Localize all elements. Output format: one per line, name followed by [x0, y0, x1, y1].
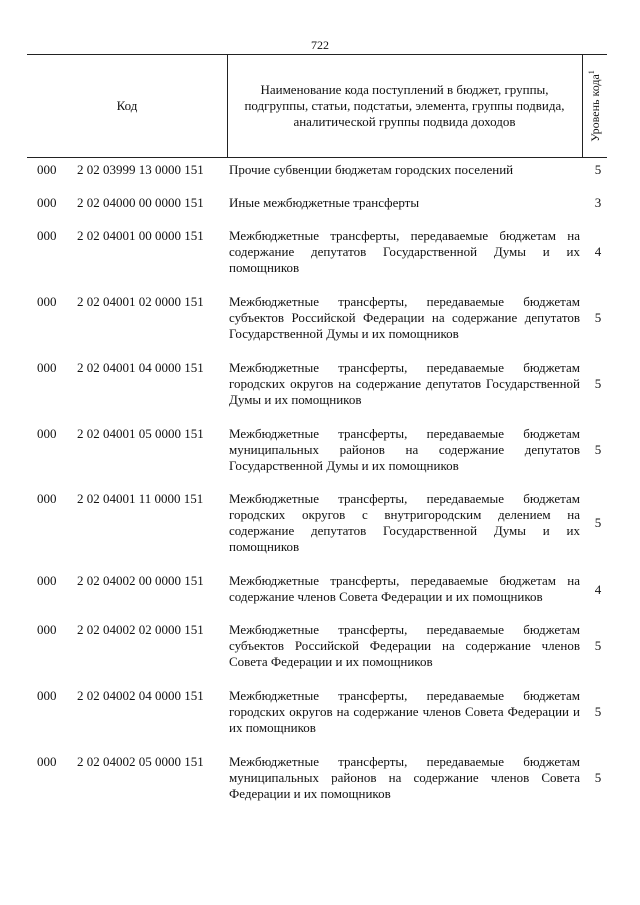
row-level: 5	[594, 162, 602, 177]
row-name: Межбюджетные трансферты, передаваемые бюджетам городских округов с внутригородским делением на содержание депутатов Государственной Думы и их помощников	[229, 491, 580, 554]
row-level: 5	[594, 638, 602, 653]
row-code: 2 02 04001 11 0000 151	[77, 491, 204, 506]
row-level: 4	[594, 244, 602, 259]
row-name: Иные межбюджетные трансферты	[229, 195, 420, 210]
row-name: Межбюджетные трансферты, передаваемые бюджетам субъектов Российской Федерации на содержание депутатов Государственной Думы и их помощников	[229, 294, 580, 341]
row-name: Межбюджетные трансферты, передаваемые бюджетам субъектов Российской Федерации на содержание членов Совета Федерации и их помощников	[229, 622, 580, 669]
row-code: 2 02 04002 04 0000 151	[77, 688, 204, 703]
row-prefix: 000	[37, 754, 57, 769]
row-name: Межбюджетные трансферты, передаваемые бюджетам городских округов на содержание членов Совета Федерации и их помощников	[229, 688, 580, 735]
row-prefix: 000	[37, 426, 57, 441]
row-code: 2 02 04002 00 0000 151	[77, 573, 204, 588]
row-code: 2 02 04000 00 0000 151	[77, 195, 204, 210]
row-code: 2 02 04001 02 0000 151	[77, 294, 204, 309]
header-code: Код	[116, 98, 138, 113]
row-level: 3	[594, 195, 602, 210]
row-name: Межбюджетные трансферты, передаваемые бюджетам муниципальных районов на содержание членов Совета Федерации и их помощников	[229, 754, 580, 801]
header-level	[582, 55, 607, 157]
row-code: 2 02 03999 13 0000 151	[77, 162, 204, 177]
row-code: 2 02 04002 02 0000 151	[77, 622, 204, 637]
row-code: 2 02 04001 00 0000 151	[77, 228, 204, 243]
header-level-footnote: 1	[586, 70, 596, 75]
header-level-text	[587, 70, 603, 142]
row-prefix: 000	[37, 491, 57, 506]
row-prefix: 000	[37, 573, 57, 588]
row-name: Межбюджетные трансферты, передаваемые бюджетам городских округов на содержание депутатов Государственной Думы и их помощников	[229, 360, 580, 407]
row-prefix: 000	[37, 162, 57, 177]
row-level: 5	[594, 704, 602, 719]
row-name: Межбюджетные трансферты, передаваемые бюджетам муниципальных районов на содержание депутатов Государственной Думы и их помощников	[229, 426, 580, 473]
row-name: Межбюджетные трансферты, передаваемые бюджетам на содержание депутатов Государственной Думы и их помощников	[229, 228, 580, 275]
header-level-label: Уровень кода	[587, 74, 602, 142]
row-prefix: 000	[37, 228, 57, 243]
row-code: 2 02 04001 04 0000 151	[77, 360, 204, 375]
row-prefix: 000	[37, 360, 57, 375]
row-level: 5	[594, 376, 602, 391]
row-code: 2 02 04002 05 0000 151	[77, 754, 204, 769]
row-prefix: 000	[37, 294, 57, 309]
row-prefix: 000	[37, 688, 57, 703]
header-name: Наименование кода поступлений в бюджет, группы, подгруппы, статьи, подстатьи, элемента, группы подвида, аналитической группы подвида доходов	[244, 82, 565, 129]
row-level: 4	[594, 582, 602, 597]
row-level: 5	[594, 770, 602, 785]
row-level: 5	[594, 515, 602, 530]
row-name: Межбюджетные трансферты, передаваемые бюджетам на содержание членов Совета Федерации и их помощников	[229, 573, 580, 604]
page-number: 722	[311, 38, 329, 52]
row-level: 5	[594, 310, 602, 325]
row-name: Прочие субвенции бюджетам городских поселений	[229, 162, 514, 177]
table-header	[27, 54, 607, 158]
row-level: 5	[594, 442, 602, 457]
row-prefix: 000	[37, 622, 57, 637]
row-code: 2 02 04001 05 0000 151	[77, 426, 204, 441]
row-prefix: 000	[37, 195, 57, 210]
